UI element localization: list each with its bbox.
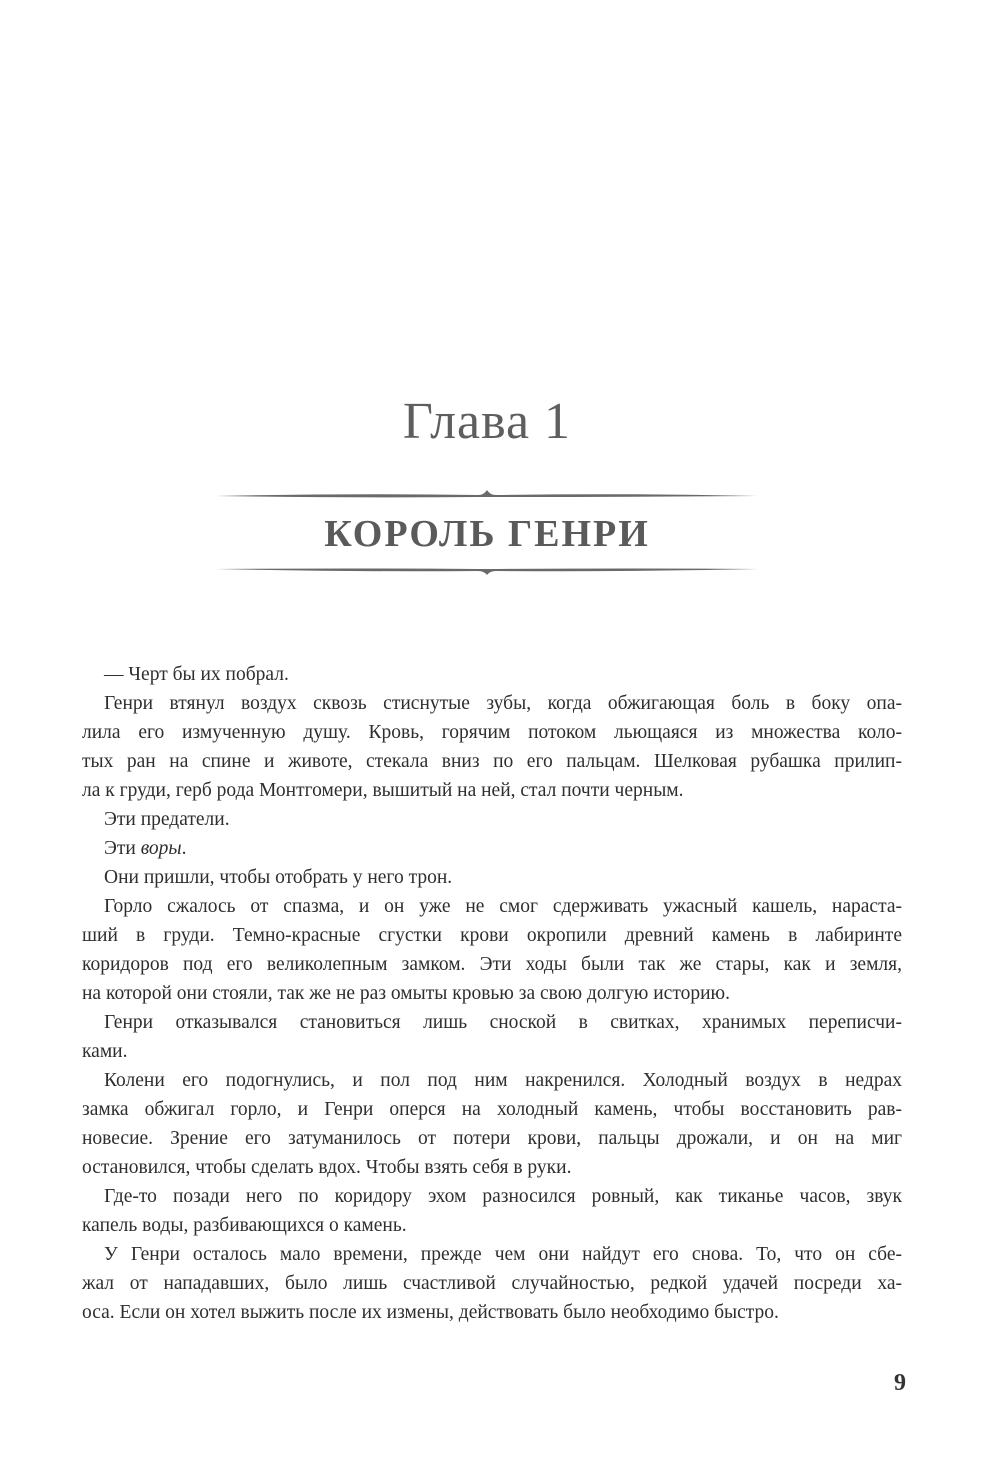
text-line: жал от нападавших, было лишь счастливой случайностью, редкой удачей посреди ха- [82,1273,902,1294]
page-number: 9 [894,1370,906,1396]
chapter-number: Глава 1 [402,393,572,450]
text-line [82,834,902,863]
text-line: ками. [82,1041,128,1062]
text-line: капель воды, разбивающихся о камень. [82,1215,407,1236]
text-line: У Генри осталось мало времени, прежде чем они найдут его снова. То, что он сбе- [104,1244,902,1265]
text-line: лила его измученную душу. Кровь, горячим потоком льющаяся из множества коло- [82,722,902,743]
text-line: — Черт бы их побрал. [104,664,289,685]
text-line: замка обжигал горло, и Генри оперся на холодный камень, чтобы восстановить рав- [82,1099,902,1120]
text-line: Колени его подогнулись, и пол под ним накренился. Холодный воздух в недрах [104,1070,902,1091]
paragraph [82,689,902,805]
paragraph [82,660,902,689]
text-line: остановился, чтобы сделать вдох. Чтобы взять себя в руки. [82,1157,572,1178]
text-line: Где-то позади него по коридору эхом разносился ровный, как тиканье часов, звук [104,1186,902,1207]
paragraph [82,1066,902,1182]
decorative-rule-top [216,489,758,501]
text-line: на которой они стояли, так же не раз омыты кровью за свою долгую историю. [82,983,730,1004]
text-line: Генри втянул воздух сквозь стиснутые зубы, когда обжигающая боль в боку опа- [104,693,902,714]
text-line: новесие. Зрение его затуманилось от потери крови, пальцы дрожали, и он на миг [82,1128,902,1149]
text-line: ший в груди. Темно-красные сгустки крови окропили древний камень в лабиринте [82,925,902,946]
text-line: ла к груди, герб рода Монтгомери, вышитый на ней, стал почти черным. [82,780,684,801]
decorative-rule-bottom [216,564,758,576]
text-line: Горло сжалось от спазма, и он уже не смог сдерживать ужасный кашель, нараста- [104,896,902,917]
chapter-title: КОРОЛЬ ГЕНРИ [324,513,650,555]
text-line: Генри отказывался становиться лишь сноской в свитках, хранимых переписчи- [104,1012,902,1033]
text-line: коридоров под его великолепным замком. Эти ходы были так же стары, как и земля, [82,954,902,975]
text-run: Эти [104,838,141,859]
italic-word: воры [140,838,182,859]
paragraph [82,892,902,1008]
text-line: оса. Если он хотел выжить после их измены, действовать было необходимо быстро. [82,1302,779,1323]
text-line: Эти предатели. [104,809,230,830]
chapter-body [82,660,902,1327]
paragraph [82,863,902,892]
text-line: Они пришли, чтобы отобрать у него трон. [104,867,453,888]
text-run: . [181,838,187,859]
paragraph [82,805,902,834]
paragraph [82,1008,902,1066]
paragraph [82,1240,902,1327]
text-line: тых ран на спине и животе, стекала вниз по его пальцам. Шелковая рубашка прилип- [82,751,902,772]
paragraph [82,834,902,863]
paragraph [82,1182,902,1240]
